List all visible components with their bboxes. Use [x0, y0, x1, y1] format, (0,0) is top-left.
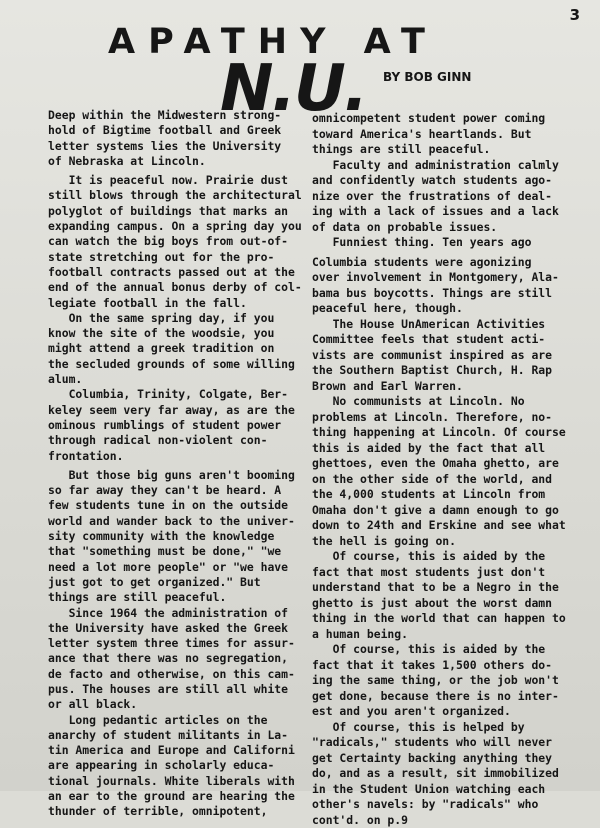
text-line: On the same spring day, if you: [48, 311, 298, 326]
text-line: Funniest thing. Ten years ago: [312, 235, 588, 251]
text-line: de facto and otherwise, on this cam-: [48, 667, 298, 682]
text-line: other's navels: by "radicals" who: [312, 797, 588, 813]
text-line: Columbia students were agonizing: [312, 255, 588, 271]
text-line: nize over the frustrations of deal-: [312, 189, 588, 205]
text-line: thunder of terrible, omnipotent,: [48, 804, 298, 819]
text-line: are appearing in scholarly educa-: [48, 758, 298, 773]
text-line: No communists at Lincoln. No: [312, 394, 588, 410]
text-line: ghettoes, even the Omaha ghetto, are: [312, 456, 588, 472]
right-column: [312, 111, 588, 828]
page-number: 3: [570, 6, 580, 24]
text-line: in the Student Union watching each: [312, 782, 588, 798]
text-line: through radical non-violent con-: [48, 433, 298, 448]
text-line: world and wander back to the univer-: [48, 514, 298, 529]
text-line: problems at Lincoln. Therefore, no-: [312, 410, 588, 426]
text-line: tional journals. White liberals with: [48, 774, 298, 789]
text-line: ghetto is just about the worst damn: [312, 596, 588, 612]
text-line: omnicompetent student power coming: [312, 111, 588, 127]
text-line: "radicals," students who will never: [312, 735, 588, 751]
text-line: down to 24th and Erskine and see what: [312, 518, 588, 534]
text-line: legiate football in the fall.: [48, 296, 298, 311]
text-line: of data on probable issues.: [312, 220, 588, 236]
text-line: alum.: [48, 372, 298, 387]
text-line: expanding campus. On a spring day you: [48, 219, 298, 234]
text-line: the secluded grounds of some willing: [48, 357, 298, 372]
text-line: understand that to be a Negro in the: [312, 580, 588, 596]
text-line: need a lot more people" or "we have: [48, 560, 298, 575]
text-line: ing the same thing, or the job won't: [312, 673, 588, 689]
text-line: ominous rumblings of student power: [48, 418, 298, 433]
text-line: Brown and Earl Warren.: [312, 379, 588, 395]
headline-line-2: N.U.: [220, 52, 366, 126]
text-line: fact that it takes 1,500 others do-: [312, 658, 588, 674]
text-line: Faculty and administration calmly: [312, 158, 588, 174]
left-column: [48, 108, 298, 820]
text-line: get done, because there is no inter-: [312, 689, 588, 705]
text-line: Committee feels that student acti-: [312, 332, 588, 348]
text-line: letter system three times for assur-: [48, 636, 298, 651]
text-line: bama bus boycotts. Things are still: [312, 286, 588, 302]
text-line: tin America and Europe and Californi: [48, 743, 298, 758]
text-line: frontation.: [48, 449, 298, 464]
text-line: the hell is going on.: [312, 534, 588, 550]
text-line: keley seem very far away, as are the: [48, 403, 298, 418]
text-line: or all black.: [48, 697, 298, 712]
text-line: end of the annual bonus derby of col-: [48, 280, 298, 295]
text-line: letter systems lies the University: [48, 139, 298, 154]
text-line: and confidently watch students ago-: [312, 173, 588, 189]
text-line: Columbia, Trinity, Colgate, Ber-: [48, 387, 298, 402]
text-line: Of course, this is aided by the: [312, 549, 588, 565]
text-line: this is aided by the fact that all: [312, 441, 588, 457]
text-line: state stretching out for the pro-: [48, 250, 298, 265]
text-line: just got to get organized." But: [48, 575, 298, 590]
text-line: few students tune in on the outside: [48, 498, 298, 513]
text-line: It is peaceful now. Prairie dust: [48, 173, 298, 188]
text-line: football contracts passed out at the: [48, 265, 298, 280]
text-line: know the site of the woodsie, you: [48, 326, 298, 341]
text-line: Deep within the Midwestern strong-: [48, 108, 298, 123]
text-line: But those big guns aren't booming: [48, 468, 298, 483]
text-line: an ear to the ground are hearing the: [48, 789, 298, 804]
text-line: hold of Bigtime football and Greek: [48, 123, 298, 138]
text-line: do, and as a result, sit immobilized: [312, 766, 588, 782]
text-line: things are still peaceful.: [48, 590, 298, 605]
text-line: thing in the world that can happen to: [312, 611, 588, 627]
text-line: get Certainty backing anything they: [312, 751, 588, 767]
text-line: that "something must be done," "we: [48, 544, 298, 559]
text-line: Long pedantic articles on the: [48, 713, 298, 728]
text-line: Since 1964 the administration of: [48, 606, 298, 621]
text-line: peaceful here, though.: [312, 301, 588, 317]
text-line: the Southern Baptist Church, H. Rap: [312, 363, 588, 379]
text-line: the 4,000 students at Lincoln from: [312, 487, 588, 503]
text-line: The House UnAmerican Activities: [312, 317, 588, 333]
text-line: Omaha don't give a damn enough to go: [312, 503, 588, 519]
text-line: still blows through the architectural: [48, 188, 298, 203]
text-line: Of course, this is helped by: [312, 720, 588, 736]
text-line: pus. The houses are still all white: [48, 682, 298, 697]
text-line: ance that there was no segregation,: [48, 651, 298, 666]
text-line: a human being.: [312, 627, 588, 643]
text-line: the University have asked the Greek: [48, 621, 298, 636]
byline: BY BOB GINN: [383, 70, 471, 84]
text-line: Of course, this is aided by the: [312, 642, 588, 658]
text-line: ing with a lack of issues and a lack: [312, 204, 588, 220]
text-line: of Nebraska at Lincoln.: [48, 154, 298, 169]
text-line: anarchy of student militants in La-: [48, 728, 298, 743]
text-line: toward America's heartlands. But: [312, 127, 588, 143]
text-line: might attend a greek tradition on: [48, 341, 298, 356]
headline-line-1: APATHY AT: [108, 22, 508, 62]
text-line: sity community with the knowledge: [48, 529, 298, 544]
text-line: polyglot of buildings that marks an: [48, 204, 298, 219]
text-line: over involvement in Montgomery, Ala-: [312, 270, 588, 286]
text-line: vists are communist inspired as are: [312, 348, 588, 364]
text-line: things are still peaceful.: [312, 142, 588, 158]
text-line: est and you aren't organized.: [312, 704, 588, 720]
text-line: cont'd. on p.9: [312, 813, 588, 828]
text-line: so far away they can't be heard. A: [48, 483, 298, 498]
text-line: fact that most students just don't: [312, 565, 588, 581]
text-line: thing happening at Lincoln. Of course: [312, 425, 588, 441]
text-line: on the other side of the world, and: [312, 472, 588, 488]
text-line: can watch the big boys from out-of-: [48, 234, 298, 249]
